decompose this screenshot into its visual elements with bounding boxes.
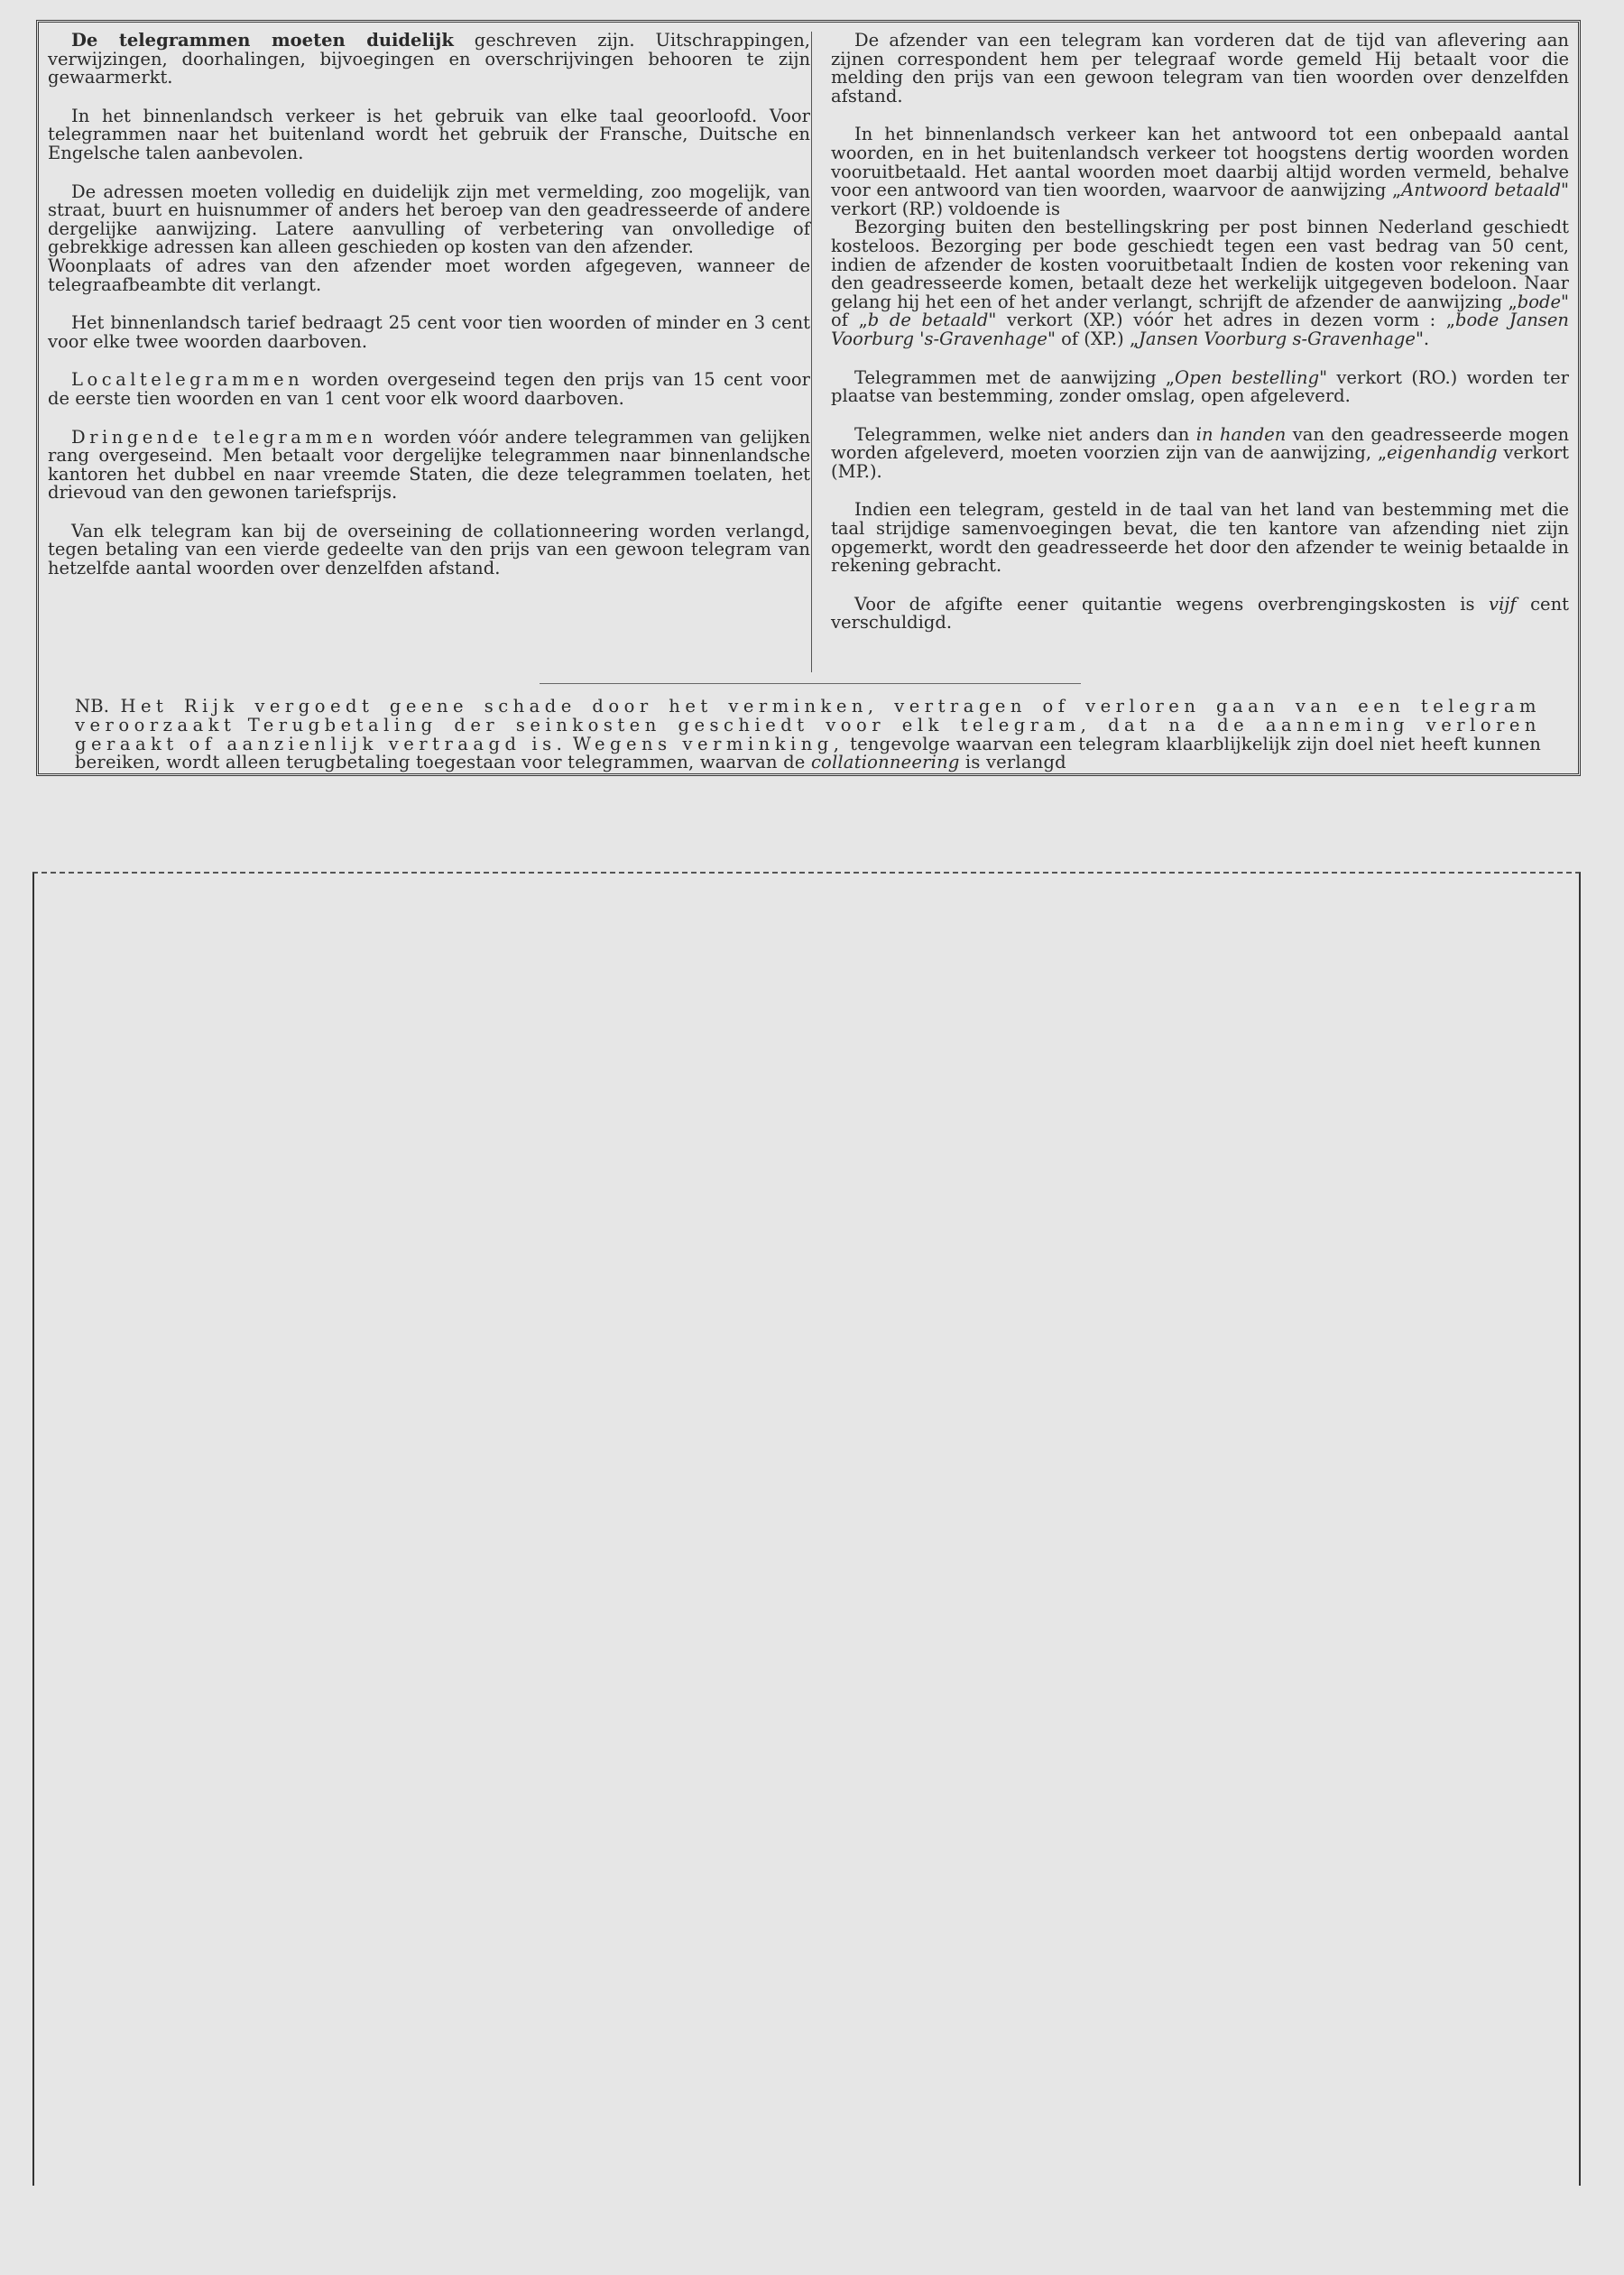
paragraph-text: geschreven zijn. Uitschrappingen, verwijzingen, doorhalingen, bijvoegingen en overschrijvingen behooren te zijn gewaarmerkt. — [48, 30, 810, 88]
nb-text: tengevolge waarvan een telegram klaarblijkelijk zijn doel niet heeft kunnen bereiken, wordt alleen terugbetaling toegestaan voor telegrammen, waarvan de — [75, 733, 1541, 773]
column-divider — [811, 32, 812, 672]
paragraph-prepaid-answer — [831, 125, 1569, 218]
paragraph-domestic-tariff: Het binnenlandsch tarief bedraagt 25 cent voor tien woorden of minder en 3 cent voor elke twee woorden daarboven. — [48, 312, 810, 352]
paragraph-sender-address: Woonplaats of adres van den afzender moet worden afgegeven, wanneer de telegraafbeambte dit verlangt. — [48, 254, 810, 295]
paragraph-legibility — [48, 32, 810, 88]
paragraph-delivery-time: De afzender van een telegram kan vorderen dat de tijd van aflevering aan zijnen correspondent hem per telegraaf worde gemeld Hij betaalt voor die melding den prijs van een gewoon telegram van tien woorden over denzelfden afstand. — [831, 30, 1569, 106]
paragraph-language: In het binnenlandsch verkeer is het gebruik van elke taal geoorloofd. Voor telegrammen naar het buitenland wordt het gebruik der Fransche, Duitsche en Engelsche talen aanbevolen. — [48, 105, 810, 163]
paragraph-hand-delivery — [831, 423, 1569, 482]
paragraph-receipt-fee — [831, 593, 1569, 633]
paragraph-text: worden vóór andere telegrammen van gelijken rang overgeseind. Men betaalt voor dergelijke telegrammen naar binnenlandsche kantoren het dubbel en naar vreemde Staten, die deze telegrammen toelaten, het drievoud van den gewonen tariefsprijs. — [48, 426, 811, 504]
telegram-conditions-notice — [36, 20, 1581, 776]
paragraph-text: Bezorging buiten den bestellingskring per post binnen Nederland geschiedt kosteloos. Bezorging per bode geschiedt tegen een vast bedrag van 50 cent, indien de afzender de kosten vooruitbetaalt Indien de kosten voor rekening van den geadresseerde komen, betaalt deze het werkelijk uitgegeven bodeloon. Naar gelang hij het een of het ander verlangt, schrijft de afzender de aanwijzing „ — [831, 217, 1569, 312]
nb-text: is verlangd — [959, 752, 1066, 773]
italic-term: in handen — [1195, 423, 1287, 445]
paragraph-addresses: De adressen moeten volledig en duidelijk zijn met vermelding, zoo mogelijk, van straat, buurt en huisnummer of anders het beroep van den geadresseerde of andere dergelijke aanwijzing. Latere aanvulling of verbetering van onvolledige of gebrekkige adressen kan alleen geschieden op kosten van den afzender. — [48, 180, 810, 258]
left-column — [48, 32, 810, 598]
paragraph-text: Telegrammen met de aanwijzing „ — [854, 366, 1176, 388]
paragraph-collation: Van elk telegram kan bij de overseining de collationneering worden verlangd, tegen betaling van een vierde gedeelte van den prijs van een gewoon telegram van hetzelfde aantal woorden over denzelfden afstand. — [48, 520, 810, 579]
nb-mutilation: Wegens verminking, — [573, 733, 844, 754]
paragraph-open-delivery — [831, 366, 1569, 407]
nb-liability: Het Rijk vergoedt geene schade door het verminken, vertragen of verloren gaan van een telegram veroorzaakt — [75, 696, 1541, 735]
paragraph-text: Voor de afgifte eener quitantie wegens overbrengingskosten is — [854, 593, 1490, 615]
paragraph-text: ". — [1415, 328, 1430, 349]
spaced-term: Dringende telegrammen — [71, 426, 377, 448]
italic-term: bode — [1517, 291, 1562, 312]
paragraph-text: " of (XP.) „ — [1047, 328, 1140, 349]
paragraph-text: verkort (MP.). — [831, 442, 1569, 482]
italic-term: Antwoord betaald — [1401, 180, 1562, 201]
blank-message-area — [32, 872, 1581, 2186]
paragraph-language-combinations: Indien een telegram, gesteld in de taal van het land van bestemming met die taal strijdige samenvoegingen bevat, die ten kantore van afzending niet zijn opgemerkt, wordt den geadresseerde het door den afzender te weinig betaalde in rekening gebracht. — [831, 499, 1569, 577]
paragraph-text: " verkort (XP.) vóór het adres in dezen vorm : „ — [988, 310, 1455, 331]
horizontal-rule — [540, 683, 1081, 684]
paragraph-text: In het binnenlandsch verkeer kan het antwoord tot een onbepaald aantal woorden, en in het buitenlandsch verkeer tot hoogstens dertig woorden worden vooruitbetaald. Het aantal woorden moet daarbij altijd worden vermeld, behalve voor een antwoord van tien woorden, waarvoor de aanwijzing „ — [831, 124, 1569, 201]
italic-term: Open bestelling — [1175, 366, 1320, 388]
italic-term: bode Jansen Voorburg 's-Gravenhage — [831, 310, 1569, 349]
paragraph-urgent-telegrams — [48, 426, 811, 504]
bold-lead: De telegrammen moeten duidelijk — [71, 30, 454, 51]
paragraph-text: " verkort (RP.) voldoende is — [831, 180, 1569, 219]
nb-refund: Terugbetaling der seinkosten geschiedt voor elk telegram, dat na de aanneming verloren geraakt of aanzienlijk vertraagd is. — [75, 714, 1541, 754]
italic-term: vijf — [1489, 593, 1517, 615]
paragraph-text: " verkort (RO.) worden ter plaatse van bestemming, zonder omslag, open afgeleverd. — [831, 366, 1569, 407]
paragraph-text: worden overgeseind tegen den prijs van 15 cent voor de eerste tien woorden en van 1 cent voor elk woord daarboven. — [48, 369, 810, 409]
right-column — [831, 32, 1569, 652]
spaced-term: Localtelegrammen — [71, 369, 304, 391]
italic-term: eigenhandig — [1387, 442, 1498, 464]
italic-term: b de betaald — [867, 310, 989, 331]
paragraph-text: van den geadresseerde mogen worden afgeleverd, moeten voorzien zijn van de aanwijzing, „ — [831, 423, 1569, 464]
italic-term: Jansen Voorburg s-Gravenhage — [1139, 328, 1416, 349]
nb-label: NB. — [75, 696, 110, 717]
italic-term: collationneering — [810, 752, 960, 773]
paragraph-text: Telegrammen, welke niet anders dan — [854, 423, 1196, 445]
paragraph-text: " of „ — [831, 291, 1569, 331]
nb-disclaimer — [75, 698, 1541, 772]
paragraph-local-telegrams — [48, 371, 810, 408]
paragraph-delivery-by-messenger — [831, 218, 1569, 348]
paragraph-text: cent verschuldigd. — [831, 593, 1569, 633]
